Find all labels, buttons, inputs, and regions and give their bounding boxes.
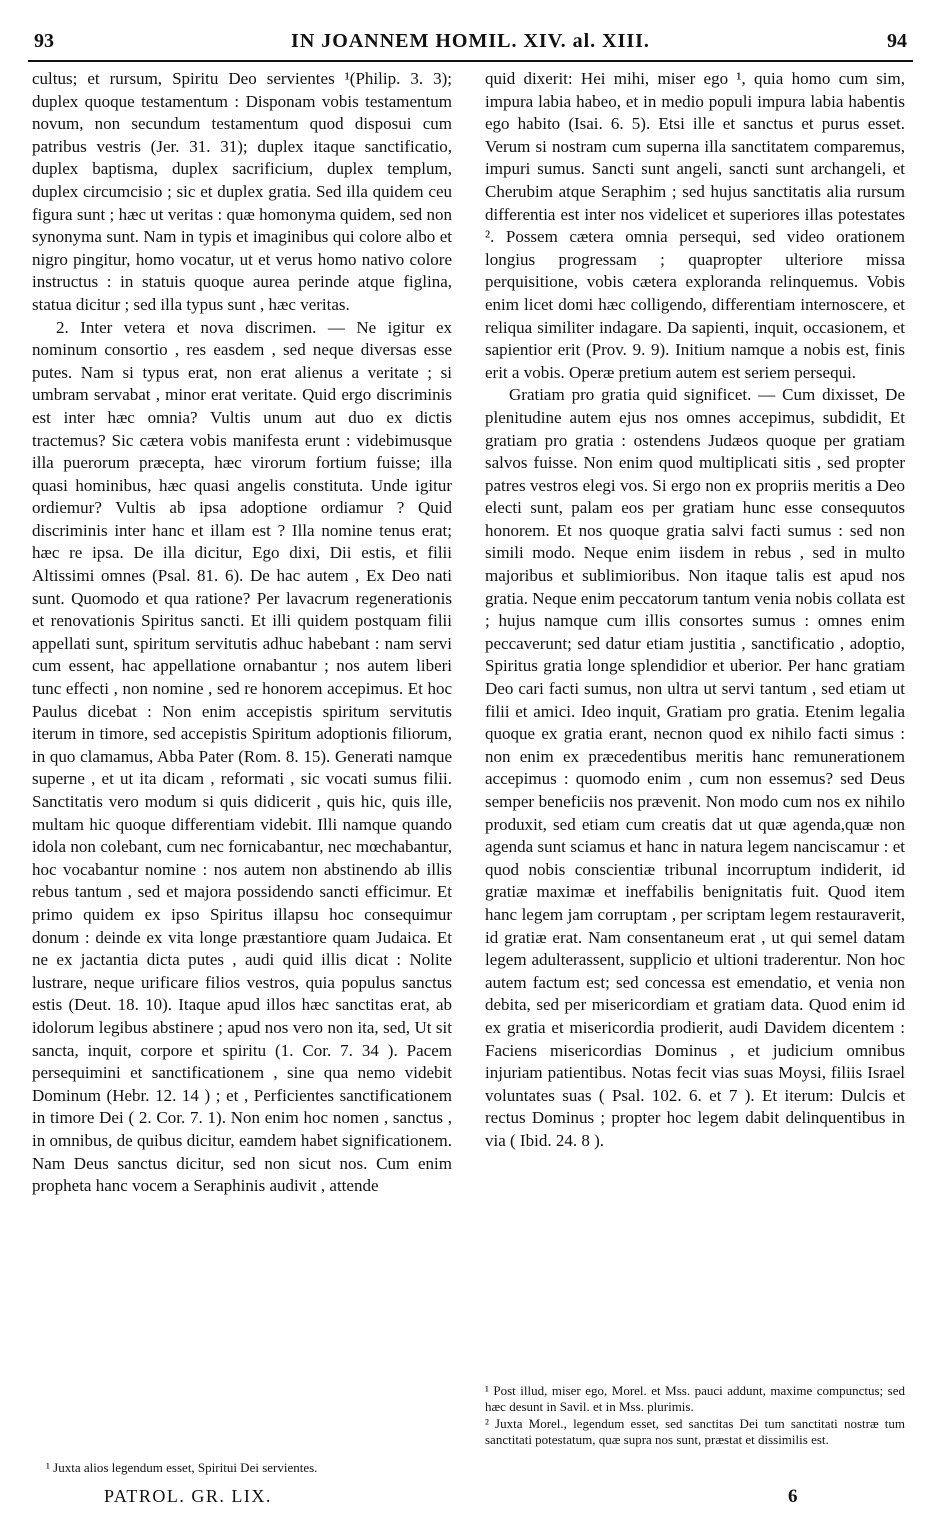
left-footnote-1: ¹ Juxta alios legendum esset, Spiritui Dei servientes. xyxy=(46,1460,318,1475)
printer-signature-left: PATROL. GR. LIX. xyxy=(104,1486,272,1506)
page-number-right: 94 xyxy=(887,30,907,52)
right-column xyxy=(485,68,905,1153)
running-title: IN JOANNEM HOMIL. XIV. al. XIII. xyxy=(291,30,650,52)
printer-signature-right: 6 xyxy=(788,1486,798,1507)
right-footnote-1: ¹ Post illud, miser ego, Morel. et Mss. pauci addunt, maxime compunctus; sed hæc desunt in Savil. et in Mss. plurimis. xyxy=(485,1383,905,1414)
left-paragraph-1: cultus; et rursum, Spiritu Deo servientes ¹(Philip. 3. 3); duplex quoque testamentum : Disponam vobis testamentum novum, non secundum testamentum quod disposui cum patribus vestris (Jer. 31. 31); duplex itaque sanctificatio, duplex baptisma, duplex sacrificium, duplex templum, duplex circumcisio ; sic et duplex gratia. Sed illa quidem ceu figura sunt ; hæc ut veritas : quæ homonyma quidem, sed non synonyma sunt. Nam in typis et imaginibus qui colore albo et nigro pingitur, homo vocatur, ut et verus homo nativo colore instructus : in statuis quoque aurea perinde atque figlina, statua dicitur ; sed illa typus sunt , hæc veritas. xyxy=(32,69,452,314)
right-paragraph-2: Gratiam pro gratia quid significet. — Cum dixisset, De plenitudine autem ejus nos omnes accepimus, subdidit, Et gratiam pro gratia : ostendens Judæos quoque per gratiam salvos fuisse. Non enim quod multiplicati sitis , sed propter patres vestros elegi vos. Si ergo non ex propriis meritis a Deo electi sunt, palam eos per gratiam hunc esse consequutos honorem. Et nos quoque gratia salvi facti sumus : sed non simili modo. Neque enim iisdem in rebus , sed in multo majoribus et sublimioribus. Non itaque talis est apud nos gratia. Neque enim peccatorum tantum venia nobis collata est ; hujus namque cum illis consortes sumus : omnes enim peccaverunt; sed datur etiam justitia , sanctificatio , adoptio, Spiritus gratia longe splendidior et uberior. Per hanc gratiam Deo cari facti sumus, non ultra ut servi tantum , sed etiam ut filii et amici. Ideo inquit, Gratiam pro gratia. Etenim legalia quoque ex gratia erant, necnon quod ex nihilo facti simus : non enim ex præcedentibus meritis hanc remunerationem accepimus : quomodo enim , cum non essemus? sed Deus semper beneficiis nos prævenit. Non modo cum nos ex nihilo produxit, sed etiam cum creatis dat ut quæ agenda,quæ non agenda sunt sciamus et hanc in natura legem nanciscamur : et quod nobis conscientiæ tribunal incorruptum indiderit, id gratiæ maximæ et ineffabilis benignitatis fuit. Quod item hanc legem jam corruptam , per scriptam legem restauraverit, id gratiæ erat. Nam consentaneum erat , ut qui semel datam legem adulterassent, supplicio et ultioni traderentur. Non hoc autem factum est; sed concessa est emendatio, et venia non debita, sed per misericordiam et gratiam data. Quod enim id ex gratia et misericordia prodierit, audi Davidem dicentem : Faciens misericordias Dominus , et judicium omnibus injuriam patientibus. Notas fecit vias suas Moysi, filiis Israel voluntates suas ( Psal. 102. 6. et 7 ). Et iterum: Dulcis et rectus Dominus ; propter hoc legem dabit delinquentibus in via ( Ibid. 24. 8 ). xyxy=(485,385,905,1150)
right-footnote-2: ² Juxta Morel., legendum esset, sed sanctitas Dei tum sanctitati nostræ tum sanctitati potestatum, quæ supra nos sunt, præstat et dissimilis est. xyxy=(485,1416,905,1447)
right-paragraph-1: quid dixerit: Hei mihi, miser ego ¹, quia homo cum sim, impura labia habeo, et in medio populi impura labia habentis ego habito (Isai. 6. 5). Etsi ille et sanctus et purus esset. Verum si nostram cum superna illa sanctitatem comparemus, impuri sumus. Sancti sunt angeli, sancti sunt archangeli, et Cherubim atque Seraphim ; sed hujus sanctitatis alia rursum differentia est inter nos videlicet et superiores illas potestates ². Possem cætera omnia persequi, sed video orationem longius progressam ; quapropter ulteriore missa perquisitione, vobis cætera exploranda relinquemus. Vobis enim licet domi hæc colligendo, differentiam internoscere, et reliqua similiter indagare. Da sapienti, inquit, occasionem, et sapientior erit (Prov. 9. 9). Initium namque a nobis est, finis erit a vobis. Operæ pretium autem est seriem persequi. xyxy=(485,69,905,382)
running-header xyxy=(28,28,913,62)
left-column xyxy=(32,68,452,1198)
left-paragraph-2: 2. Inter vetera et nova discrimen. — Ne igitur ex nominum consortio , res easdem , sed neque diversas esse putes. Nam si typus erat, non erat alienus a veritate ; si umbram servabat , minor erat veritate. Quid ergo discriminis est inter hæc omnia? Vultis unum aut duo ex dictis tractemus? Sic cætera vobis manifesta erunt : videbimusque illa puerorum præcepta, hæc virorum fortium fuisse; illa quasi hominibus, hæc quasi angelis constituta. Unde igitur ordiemur? Vultis ab ipsa adoptione ordiamur ? Quid discriminis inter hanc et illam est ? Illa nomine tenus erat; hæc re ipsa. De illa dicitur, Ego dixi, Dii estis, et filii Altissimi omnes (Psal. 81. 6). De hac autem , Ex Deo nati sunt. Quomodo et qua ratione? Per lavacrum regenerationis et renovationis Spiritus sancti. Et illi quidem postquam filii appellati sunt, spiritum servitutis adhuc habebant : nam servi cum essent, hac appellatione ornabantur ; nos autem liberi tunc effecti , non nomine , sed re honorem accepimus. Et hoc Paulus dicebat : Non enim accepistis spiritum servitutis iterum in timore, sed accepistis Spiritum adoptionis filiorum, in quo clamamus, Abba Pater (Rom. 8. 15). Generati namque superne , et ut ita dicam , reformati , sic vocati sumus filii. Sanctitatis vero modum si quis didicerit , quis hic, quis ille, multam hic quoque differentiam videbit. Illi namque quando idola non colebant, cum nec fornicabantur, nec mœchabantur, hoc vocabantur nomine : nos autem non abstinendo ab illis rebus tantum , sed et majora possidendo sancti efficimur. Et primo quidem ex ipso Spiritus illapsu hoc consequimur donum : deinde ex vita longe præstantiore quam Judaica. Et ne ex jactantia dicta putes , audi quid illis dicat : Nolite lustrare, neque urificare filios vestros, quia populus sanctus estis (Deut. 18. 10). Itaque apud illos hæc sanctitas erat, ab idolorum legibus abstinere ; apud nos vero non ita, sed, Ut sit sancta, inquit, corpore et spiritu (1. Cor. 7. 34 ). Pacem persequimini et sanctificationem , sine qua nemo videbit Dominum (Hebr. 12. 14 ) ; et , Perficientes sanctificationem in timore Dei ( 2. Cor. 7. 1). Non enim hoc nomen , sanctus , in omnibus, de quibus dicitur, eamdem habet significationem. Nam Deus sanctus dicitur, sed non sicut nos. Cum enim propheta hanc vocem a Seraphinis audivit , attende xyxy=(32,317,452,1196)
left-footnotes xyxy=(46,1460,452,1476)
page-number-left: 93 xyxy=(34,30,54,52)
right-footnotes xyxy=(485,1383,905,1447)
